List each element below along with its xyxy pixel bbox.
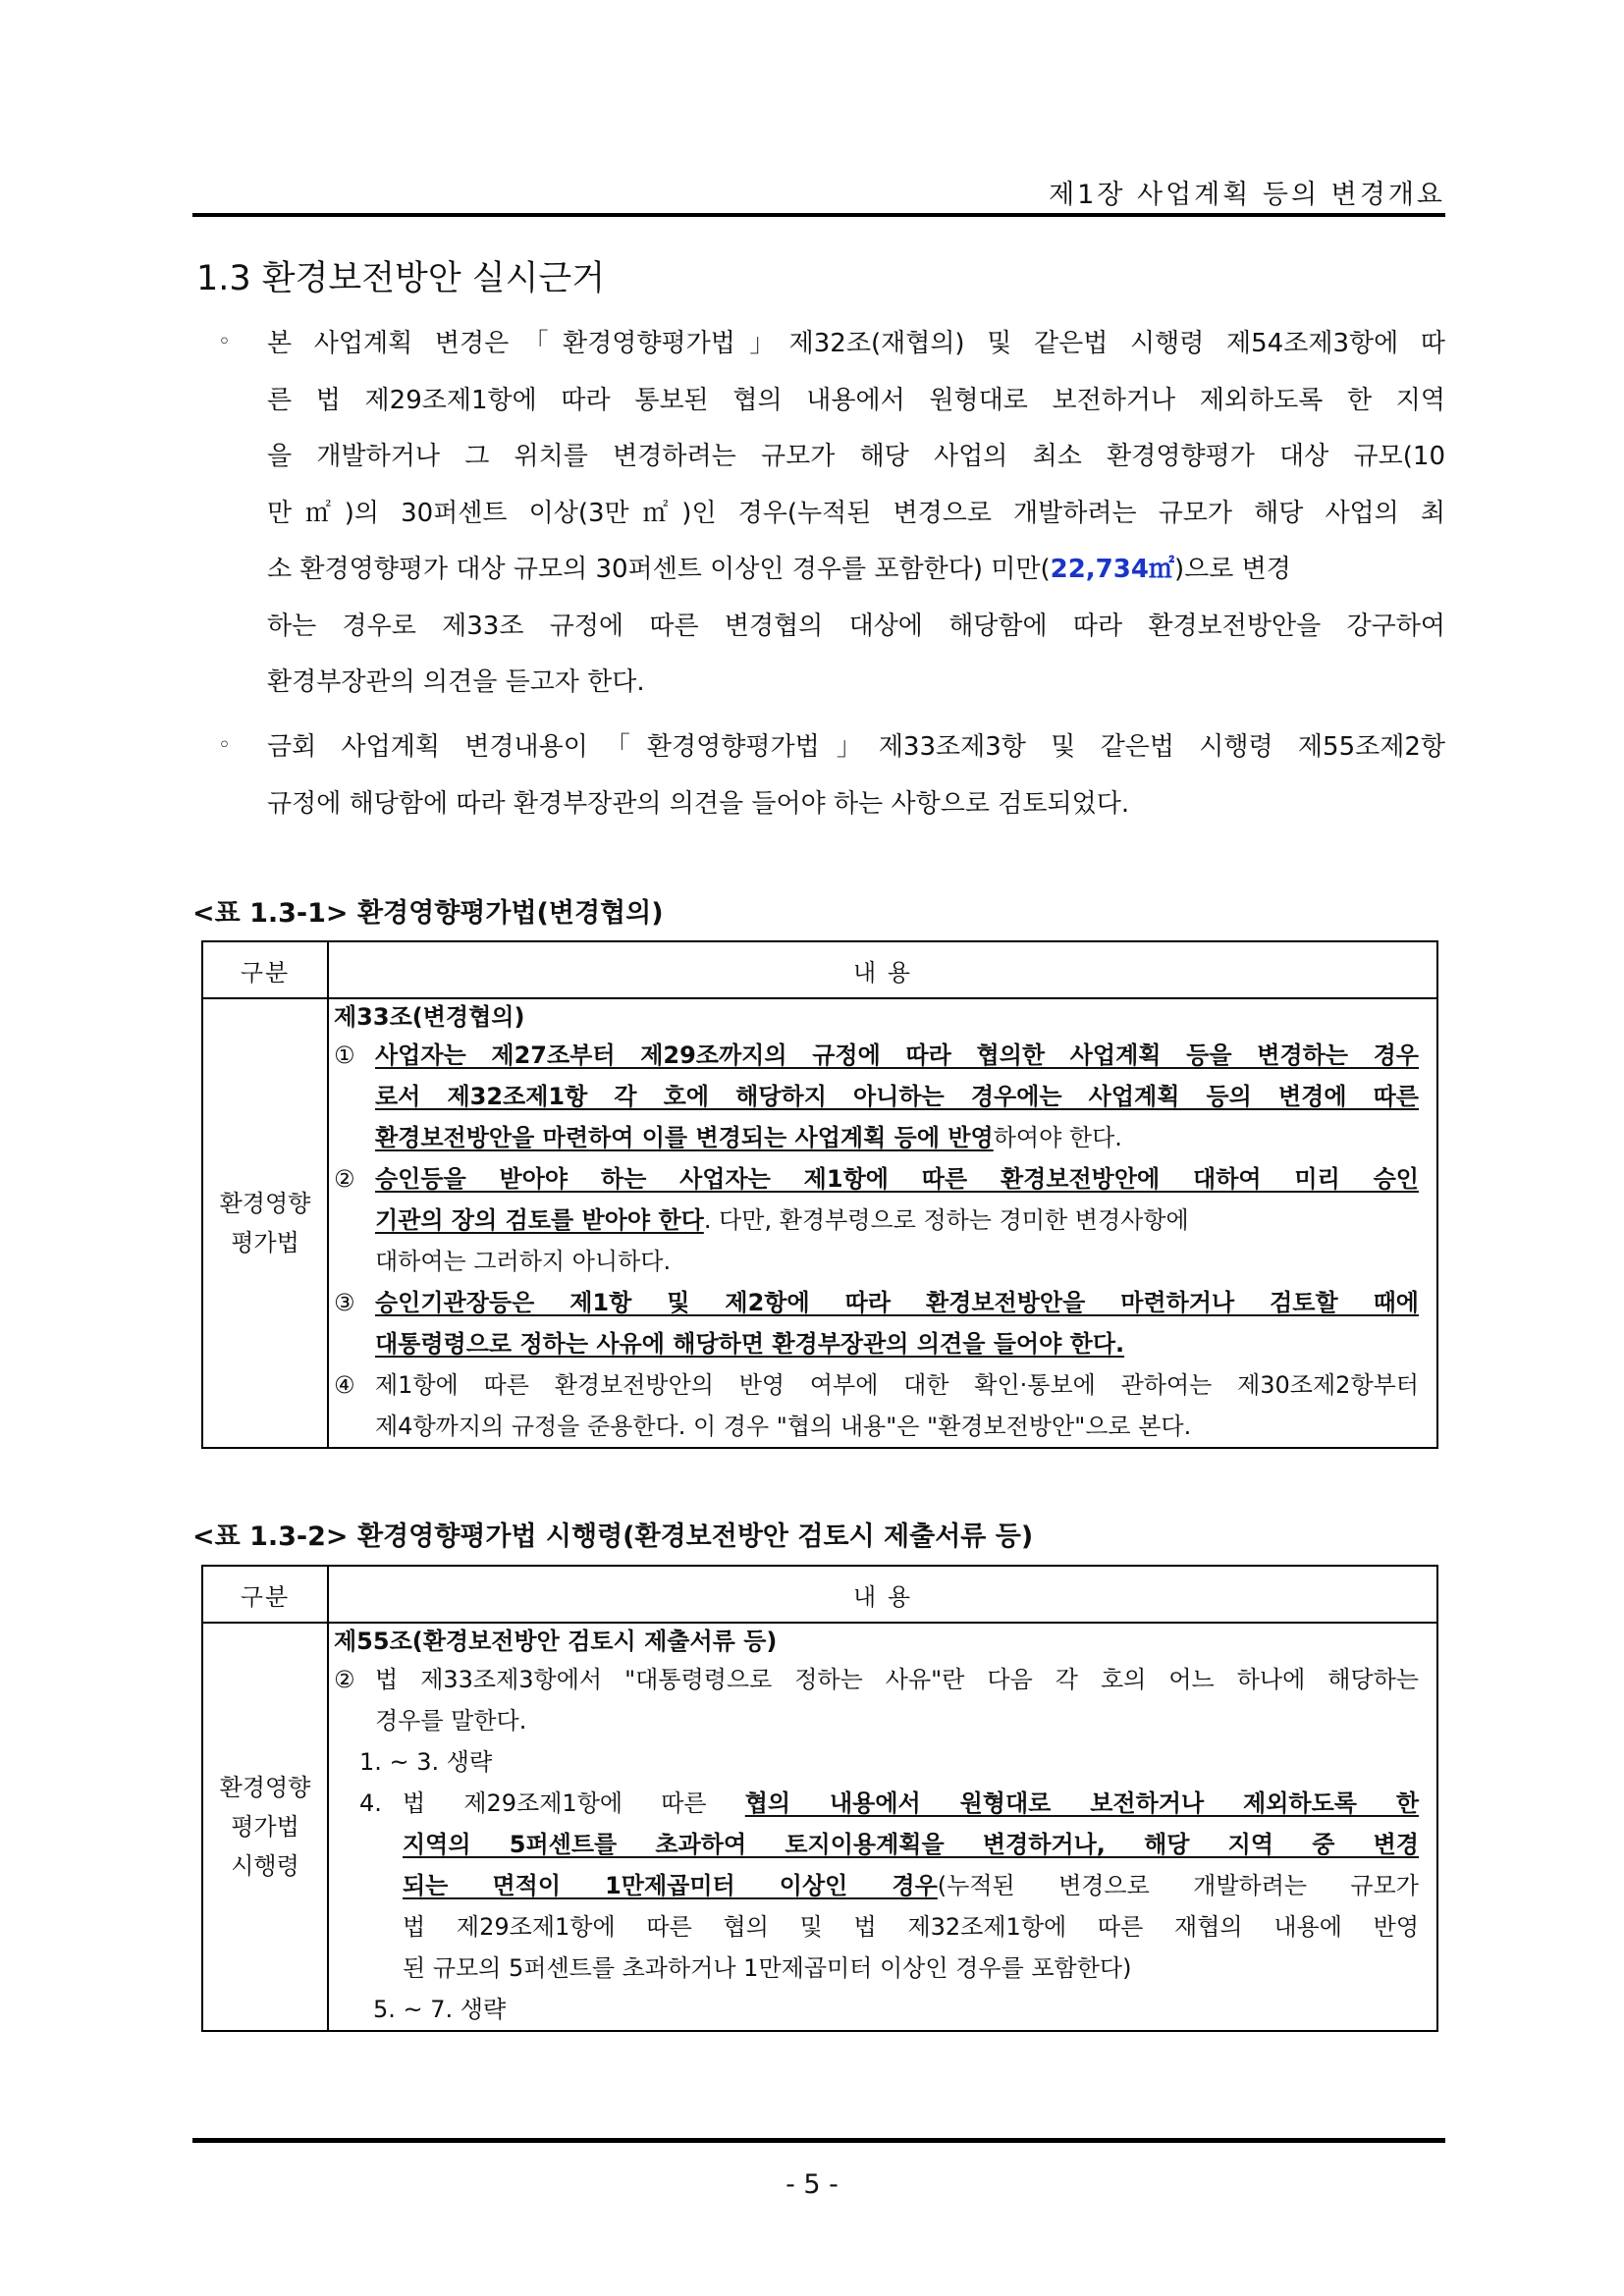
underlined-text: 되는 면적이 1만제곱미터 이상인 경우 (403, 1872, 938, 1899)
section-title: 1.3 환경보전방안 실시근거 (196, 259, 606, 298)
underlined-text: 환경보전방안을 마련하여 이를 변경되는 사업계획 등에 반영 (375, 1124, 994, 1151)
clause-line: 대통령령으로 정하는 사유에 해당하면 환경부장관의 의견을 들어야 한다. (375, 1330, 1125, 1358)
article-title: 제55조(환경보전방안 검토시 제출서류 등) (334, 1628, 778, 1655)
table-content-cell (328, 1623, 1437, 2031)
text-segment: 법 제29조제1항에 따른 (403, 1789, 745, 1817)
clause-line: 사업자는 제27조부터 제29조까지의 규정에 따라 협의한 사업계획 등을 변경하는 경우 (375, 1041, 1419, 1069)
clause-line: 제4항까지의 규정을 준용한다. 이 경우 "협의 내용"은 "환경보전방안"으로 본다. (375, 1413, 1192, 1440)
clause-marker: ② (334, 1165, 355, 1193)
clause-4 (334, 1364, 1433, 1447)
category-line: 시행령 (231, 1852, 299, 1880)
underlined-text: 협의 내용에서 원형대로 보전하거나 제외하도록 한 (744, 1789, 1420, 1817)
category-line: 평가법 (231, 1229, 299, 1256)
paragraph-legal-basis (218, 316, 1447, 712)
table-caption: <표 1.3-2> 환경영향평가법 시행령(환경보전방안 검토시 제출서류 등) (192, 1522, 1034, 1552)
clause-line: 승인등을 받아야 하는 사업자는 제1항에 따른 환경보전방안에 대하여 미리 승인 (375, 1165, 1419, 1193)
subitem-line: 된 규모의 5퍼센트를 초과하거나 1만제곱미터 이상인 경우를 포함한다) (403, 1954, 1132, 1982)
table-content-cell (328, 998, 1437, 1448)
bullet-icon: ◦ (218, 733, 231, 758)
text-line: 금회 사업계획 변경내용이「환경영향평가법」제33조제3항 및 같은법 시행령 제55조제2항 (267, 732, 1445, 762)
subitem-line (403, 1783, 1419, 1824)
subitem-marker: 4. (359, 1789, 382, 1817)
table-header-category: 구분 (202, 941, 328, 998)
clause-3 (334, 1282, 1433, 1364)
omitted-items: 1. ~ 3. 생략 (359, 1748, 493, 1776)
clause-marker: ④ (334, 1371, 355, 1399)
subitem-line (403, 1865, 1419, 1906)
paragraph-review-result (218, 720, 1447, 832)
footer-rule (192, 2138, 1445, 2143)
clause-line: 로서 제32조제1항 각 호에 해당하지 아니하는 경우에는 사업계획 등의 변경에 따른 (375, 1083, 1419, 1110)
text-line: 환경부장관의 의견을 듣고자 한다. (267, 667, 645, 697)
clause-marker: ③ (334, 1289, 355, 1316)
clause-marker: ① (334, 1041, 355, 1069)
text-line: 만㎡)의 30퍼센트 이상(3만㎡)인 경우(누적된 변경으로 개발하려는 규모가 해당 사업의 최 (267, 498, 1445, 528)
law-table-2 (201, 1565, 1438, 2032)
clause-2 (334, 1158, 1433, 1282)
text-segment: 하여야 한다. (993, 1124, 1122, 1151)
law-table-1 (201, 940, 1438, 1449)
text-line: 하는 경우로 제33조 규정에 따른 변경협의 대상에 해당함에 따라 환경보전방안을 강구하여 (267, 611, 1445, 641)
clause-line: 경우를 말한다. (375, 1707, 527, 1735)
category-line: 환경영향 (219, 1190, 311, 1217)
clause-line (375, 1117, 1433, 1158)
category-line: 환경영향 (219, 1774, 311, 1801)
text-line: 른 법 제29조제1항에 따라 통보된 협의 내용에서 원형대로 보전하거나 제외하도록 한 지역 (267, 385, 1445, 415)
clause-line: 제1항에 따른 환경보전방안의 반영 여부에 대한 확인·통보에 관하여는 제30조제2항부터 (375, 1371, 1419, 1399)
omitted-items: 5. ~ 7. 생략 (373, 1996, 507, 2023)
text-segment: 소 환경영향평가 대상 규모의 30퍼센트 이상인 경우를 포함한다) 미만( (267, 555, 1051, 584)
clause-line: 법 제33조제3항에서 "대통령령으로 정하는 사유"란 다음 각 호의 어느 하나에 해당하는 (375, 1666, 1419, 1693)
underlined-text: 기관의 장의 검토를 받아야 한다 (375, 1206, 704, 1234)
bullet-icon: ◦ (218, 330, 231, 354)
clause-1 (334, 1035, 1433, 1158)
chapter-header: 제1장 사업계획 등의 변경개요 (1049, 180, 1445, 210)
subitem-4 (334, 1783, 1433, 1989)
header-rule (192, 213, 1445, 217)
text-line: 본 사업계획 변경은「환경영향평가법」제32조(재협의) 및 같은법 시행령 제54조제3항에 따 (267, 329, 1445, 358)
category-line: 평가법 (231, 1813, 299, 1841)
table-caption: <표 1.3-1> 환경영향평가법(변경협의) (192, 898, 664, 929)
text-line: 규정에 해당함에 따라 환경부장관의 의견을 들어야 하는 사항으로 검토되었다. (267, 788, 1130, 819)
area-value: 22,734㎡ (1050, 555, 1174, 584)
table-header-content: 내 용 (328, 1566, 1437, 1623)
article-title: 제33조(변경협의) (334, 1003, 525, 1031)
text-line: 을 개발하거나 그 위치를 변경하려는 규모가 해당 사업의 최소 환경영향평가 대상 규모(10 (267, 442, 1445, 471)
table-category-cell (202, 998, 328, 1448)
subitem-line: 지역의 5퍼센트를 초과하여 토지이용계획을 변경하거나, 해당 지역 중 변경 (403, 1831, 1419, 1858)
clause-line (375, 1200, 1433, 1241)
clause-line: 대하여는 그러하지 아니하다. (375, 1248, 672, 1275)
page-number: - 5 - (785, 2169, 839, 2200)
subitem-line: 법 제29조제1항에 따른 협의 및 법 제32조제1항에 따른 재협의 내용에 반영 (403, 1913, 1419, 1941)
text-segment: )으로 변경 (1173, 555, 1291, 584)
clause-line: 승인기관장등은 제1항 및 제2항에 따라 환경보전방안을 마련하거나 검토할 때에 (375, 1289, 1419, 1316)
table-category-cell (202, 1623, 328, 2031)
table-header-content: 내 용 (328, 941, 1437, 998)
clause-2 (334, 1659, 1433, 1741)
text-line (267, 542, 1496, 599)
text-segment: . 다만, 환경부령으로 정하는 경미한 변경사항에 (703, 1206, 1189, 1234)
text-segment: (누적된 변경으로 개발하려는 규모가 (937, 1872, 1419, 1899)
clause-marker: ② (334, 1666, 355, 1693)
table-header-category: 구분 (202, 1566, 328, 1623)
